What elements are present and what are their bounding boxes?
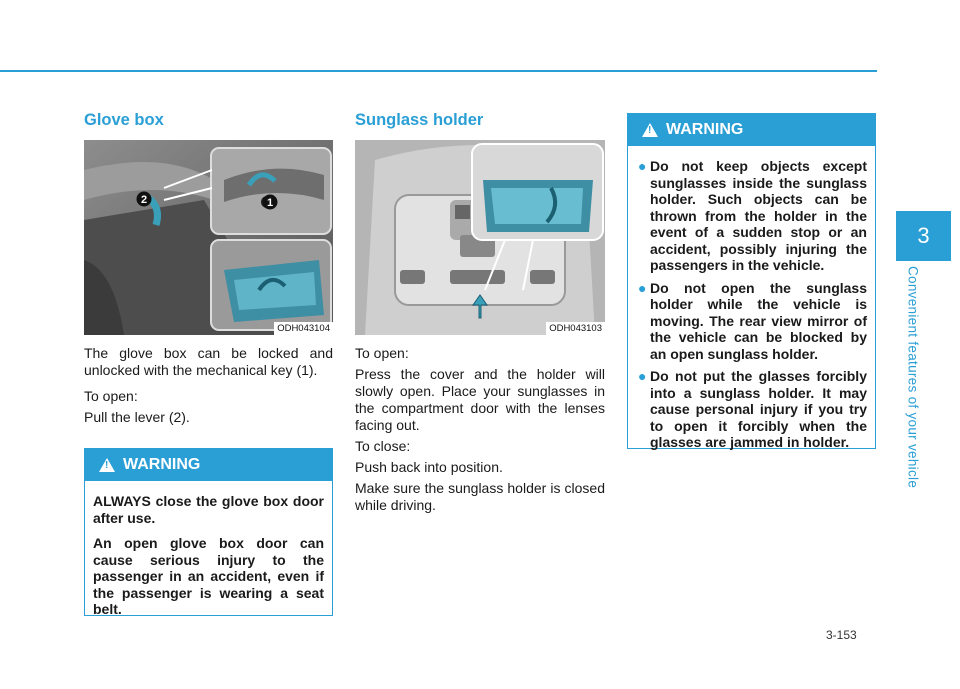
warning-bullet-text: Do not open the sunglass holder while the vehicle is moving. The rear view mirror of the vehicle can be blocked by an open sunglass holder.: [650, 279, 867, 362]
chapter-title: Convenient features of your vehicle: [905, 265, 921, 489]
sunglass-holder-warning: [627, 113, 876, 449]
warning-body: [85, 481, 332, 635]
glove-box-illustration: [84, 140, 333, 335]
sunglass-paragraph: To open:: [355, 345, 409, 361]
glove-box-paragraph: Pull the lever (2).: [84, 409, 190, 425]
glove-box-text: [84, 345, 333, 435]
warning-bullet-text: Do not keep objects except sunglasses inside the sunglass holder. Such objects can be thrown from the holder in the event of a sudden stop or an accident, possibly injuring the passengers in the vehicle.: [650, 158, 867, 273]
page-number: 3-153: [826, 628, 857, 642]
sunglass-holder-text: [355, 345, 605, 518]
sunglass-paragraph: Make sure the sunglass holder is closed while driving.: [355, 480, 605, 513]
warning-title: WARNING: [123, 456, 201, 473]
sunglass-paragraph: Push back into position.: [355, 459, 503, 475]
glove-box-photo: [84, 140, 333, 335]
sunglass-paragraph: Press the cover and the holder will slowly open. Place your sunglasses in the compartment door with the lenses facing out.: [355, 366, 605, 433]
warning-icon: [642, 123, 658, 137]
warning-bullet: ● Do not keep objects except sunglasses inside the sunglass holder. Such objects can be thrown from the holder in the event of a sudden stop or an accident, possibly injuring the passengers in the vehicle.: [638, 158, 867, 273]
warning-paragraph: ALWAYS close the glove box door after use.: [93, 493, 324, 526]
callout-1-badge: [262, 194, 278, 210]
warning-bullet-list: [636, 158, 867, 451]
chapter-number: 3: [917, 223, 930, 248]
callout-1-number: 1: [266, 197, 274, 209]
chapter-title-vertical: [905, 262, 921, 492]
warning-bullet: ● Do not put the glasses forcibly into a sunglass holder. It may cause personal injury if you try to open it forcibly when the glasses are jammed in holder.: [638, 368, 867, 450]
callout-2-badge: [136, 191, 152, 207]
sunglass-holder-heading: Sunglass holder: [355, 111, 484, 129]
glove-box-image-code: ODH043104: [274, 322, 333, 335]
warning-header: [85, 449, 332, 481]
glove-box-heading: Glove box: [84, 111, 164, 129]
sunglass-holder-illustration: [355, 140, 605, 335]
sunglass-holder-photo: [355, 140, 605, 335]
warning-icon: [99, 458, 115, 472]
warning-bullet-text: Do not put the glasses forcibly into a sunglass holder. It may cause personal injury if you try to open it forcibly when the glasses are jammed in holder.: [650, 368, 867, 450]
sunglass-holder-image-code: ODH043103: [546, 322, 605, 335]
glove-box-warning: [84, 448, 333, 616]
warning-header: [628, 114, 875, 146]
sunglass-paragraph: To close:: [355, 438, 411, 454]
chapter-tab: [896, 211, 951, 261]
glove-box-paragraph: The glove box can be locked and unlocked with the mechanical key (1).: [84, 345, 333, 378]
warning-paragraph: An open glove box door can cause serious injury to the passenger in an accident, even if the passenger is wearing a seat belt.: [93, 535, 324, 617]
top-rule: [0, 70, 877, 72]
warning-body: [628, 146, 875, 465]
glove-box-paragraph: To open:: [84, 388, 138, 404]
warning-title: WARNING: [666, 121, 744, 138]
warning-bullet: ● Do not open the sunglass holder while the vehicle is moving. The rear view mirror of the vehicle can be blocked by an open sunglass holder.: [638, 279, 867, 362]
callout-2-number: 2: [140, 194, 148, 206]
